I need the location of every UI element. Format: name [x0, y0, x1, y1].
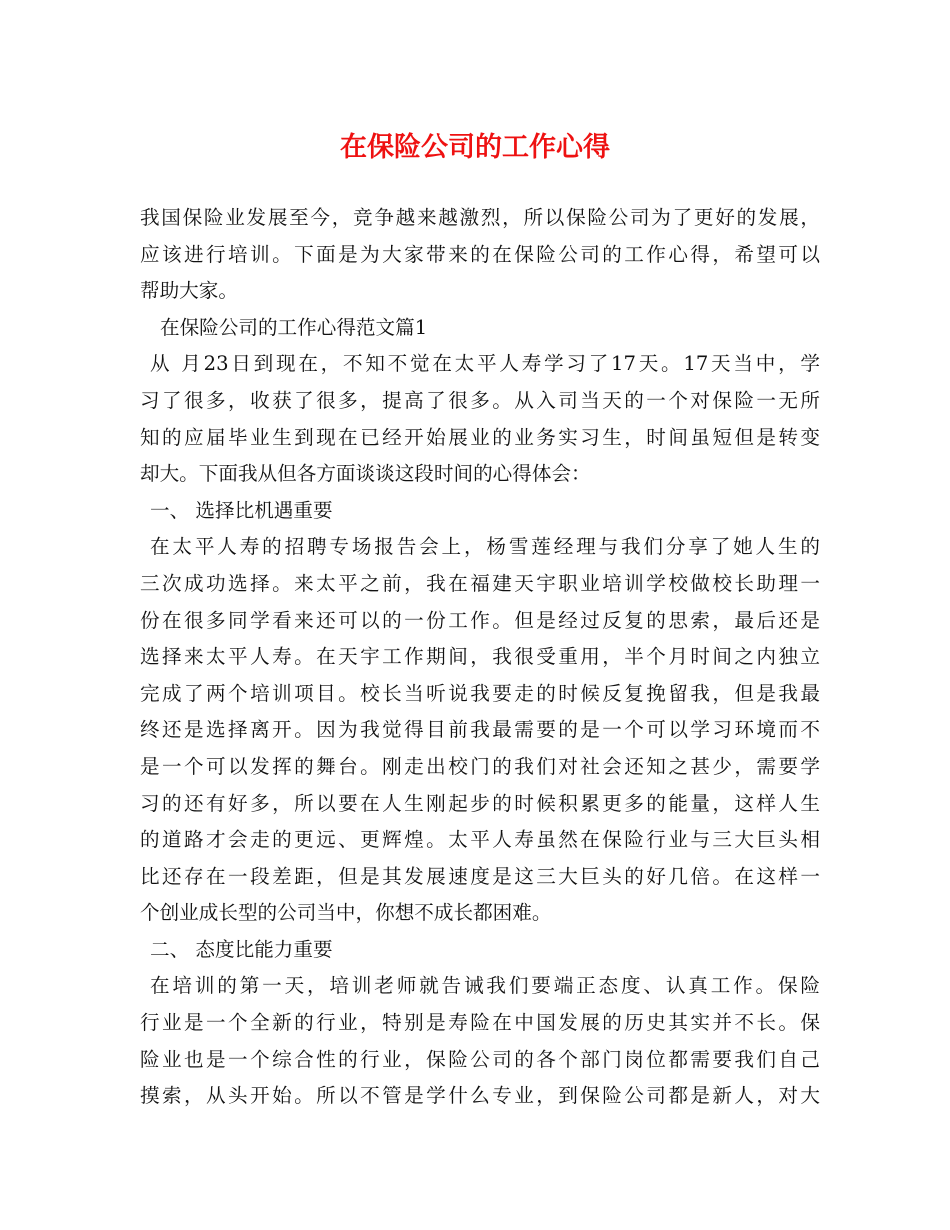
paragraph-line: 比还存在一段差距，但是其发展速度是这三大巨头的好几倍。在这样一 — [140, 864, 820, 888]
paragraph-line: 摸索，从头开始。所以不管是学什么专业，到保险公司都是新人，对大 — [140, 1084, 820, 1108]
paragraph-line: 帮助大家。 — [140, 279, 238, 303]
paragraph-line: 行业是一个全新的行业，特别是寿险在中国发展的历史其实并不长。保 — [140, 1011, 820, 1035]
paragraph-line: 份在很多同学看来还可以的一份工作。但是经过反复的思索，最后还是 — [140, 608, 820, 632]
paragraph-line: 习的还有好多，所以要在人生刚起步的时候积累更多的能量，这样人生 — [140, 791, 820, 815]
paragraph-line: 知的应届毕业生到现在已经开始展业的业务实习生，时间虽短但是转变 — [140, 425, 820, 449]
paragraph-line: 三次成功选择。来太平之前，我在福建天宇职业培训学校做校长助理一 — [140, 571, 820, 595]
paragraph-line: 险业也是一个综合性的行业，保险公司的各个部门岗位都需要我们自己 — [140, 1047, 820, 1071]
paragraph-line: 我国保险业发展至今，竞争越来越激烈，所以保险公司为了更好的发展， — [140, 206, 820, 229]
paragraph-line: 选择来太平人寿。在天宇工作期间，我很受重用，半个月时间之内独立 — [140, 645, 820, 669]
paragraph-line: 一、 选择比机遇重要 — [150, 498, 333, 522]
paragraph-line: 终还是选择离开。因为我觉得目前我最需要的是一个可以学习环境而不 — [140, 718, 820, 742]
paragraph-line: 在太平人寿的招聘专场报告会上，杨雪莲经理与我们分享了她人生的 — [150, 535, 820, 559]
paragraph-line: 从 月23日到现在，不知不觉在太平人寿学习了17天。17天当中，学 — [150, 352, 820, 376]
paragraph-line: 在保险公司的工作心得范文篇1 — [160, 315, 428, 339]
paragraph-line: 是一个可以发挥的舞台。刚走出校门的我们对社会还知之甚少，需要学 — [140, 754, 820, 778]
paragraph-line: 的道路才会走的更远、更辉煌。太平人寿虽然在保险行业与三大巨头相 — [140, 828, 820, 852]
document-title: 在保险公司的工作心得 — [340, 132, 610, 163]
paragraph-line: 应该进行培训。下面是为大家带来的在保险公司的工作心得，希望可以 — [140, 242, 820, 266]
paragraph-line: 二、 态度比能力重要 — [150, 937, 333, 961]
paragraph-line: 完成了两个培训项目。校长当听说我要走的时候反复挽留我，但是我最 — [140, 681, 820, 705]
paragraph-line: 在培训的第一天，培训老师就告诫我们要端正态度、认真工作。保险 — [150, 974, 820, 998]
paragraph-line: 习了很多，收获了很多，提高了很多。从入司当天的一个对保险一无所 — [140, 388, 820, 412]
paragraph-line: 个创业成长型的公司当中，你想不成长都困难。 — [140, 901, 552, 925]
paragraph-line: 却大。下面我从但各方面谈谈这段时间的心得体会： — [140, 462, 591, 486]
document-body — [140, 200, 820, 1115]
